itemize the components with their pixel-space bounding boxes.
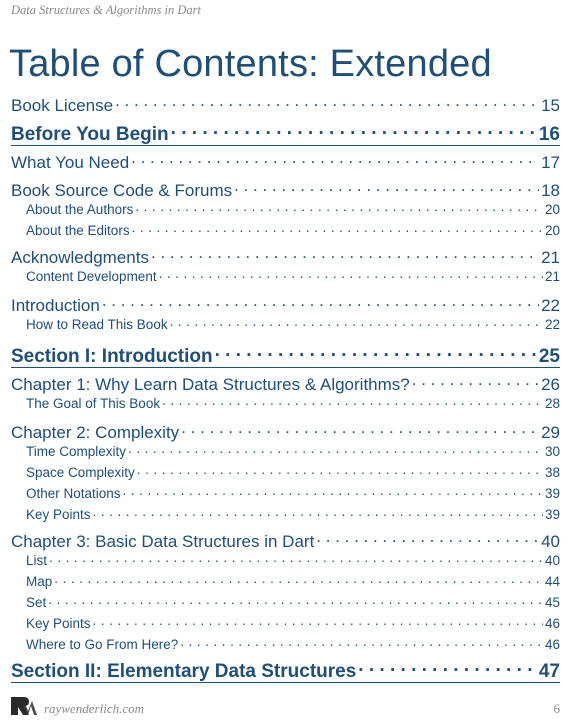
toc-entry-page: 22 [544,316,560,332]
toc-dot-leader [316,530,539,547]
toc-entry-label: List [26,552,48,568]
raywenderlich-logo-icon [11,697,37,715]
toc-entry-page: 16 [538,124,560,145]
section-underline [11,682,560,683]
toc-dot-leader [159,267,543,281]
toc-section-entry[interactable] [11,343,560,368]
toc-subentry[interactable] [26,635,560,652]
toc-subentry[interactable] [26,315,560,332]
toc-dot-leader [54,572,543,586]
toc-subentry[interactable] [26,572,560,589]
toc-entry-page: 17 [541,153,560,172]
toc-entry-page: 26 [541,375,560,394]
footer-site-name: raywenderlich.com [44,701,145,716]
toc-entry-page: 20 [544,201,560,217]
toc-entry-label: Key Points [26,615,91,631]
toc-dot-leader [358,658,537,677]
toc-entry-label: Space Complexity [26,464,135,480]
toc-entry-label: Section I: Introduction [11,346,213,367]
toc-dot-leader [48,593,543,607]
toc-dot-leader [412,373,539,390]
toc-dot-leader [93,614,543,628]
toc-entry-label: Chapter 1: Why Learn Data Structures & Algorithms? [11,375,410,394]
toc-entry-label: How to Read This Book [26,316,168,332]
toc-chapter-entry[interactable] [11,151,560,173]
toc-entry-page: 15 [541,96,560,115]
toc-entry-page: 44 [544,573,560,589]
toc-dot-leader [93,505,543,519]
toc-subentry[interactable] [26,614,560,631]
toc-subentry[interactable] [26,442,560,459]
toc-entry-label: Key Points [26,506,91,522]
toc-subentry[interactable] [26,200,560,217]
toc-chapter-entry[interactable] [11,94,560,116]
toc-entry-label: Where to Go From Here? [26,636,179,652]
toc-entry-label: Book Source Code & Forums [11,181,233,200]
toc-dot-leader [162,394,543,408]
toc-chapter-entry[interactable] [11,179,560,201]
toc-dot-leader [171,121,537,140]
toc-entry-page: 39 [544,485,560,501]
toc-subentry[interactable] [26,505,560,522]
toc-dot-leader [135,200,543,214]
toc-dot-leader [181,421,539,438]
toc-entry-label: Before You Begin [11,124,169,145]
toc-entry-page: 30 [544,443,560,459]
toc-entry-label: Section II: Elementary Data Structures [11,661,357,682]
toc-entry-page: 21 [541,248,560,267]
toc-entry-page: 21 [544,268,560,284]
toc-dot-leader [131,151,539,168]
toc-entry-page: 45 [544,594,560,610]
toc-entry-page: 29 [541,423,560,442]
toc-dot-leader [170,315,543,329]
toc-entry-label: About the Editors [26,222,130,238]
toc-entry-page: 40 [541,532,560,551]
toc-subentry[interactable] [26,394,560,411]
toc-subentry[interactable] [26,593,560,610]
toc-entry-page: 25 [538,346,560,367]
toc-dot-leader [132,221,543,235]
toc-entry-page: 46 [544,615,560,631]
toc-chapter-entry[interactable] [11,530,560,552]
toc-dot-leader [123,484,543,498]
running-header: Data Structures & Algorithms in Dart [11,3,201,17]
toc-dot-leader [151,246,539,263]
toc-dot-leader [128,442,543,456]
page-title: Table of Contents: Extended [9,43,492,85]
section-underline [11,367,560,368]
toc-entry-label: Time Complexity [26,443,127,459]
toc-entry-page: 47 [538,661,560,682]
toc-entry-page: 39 [544,506,560,522]
toc-entry-label: Set [26,594,47,610]
toc-entry-label: Chapter 2: Complexity [11,423,180,442]
toc-entry-label: Map [26,573,53,589]
toc-entry-page: 28 [544,395,560,411]
toc-chapter-entry[interactable] [11,373,560,395]
toc-entry-page: 46 [544,636,560,652]
toc-chapter-entry[interactable] [11,294,560,316]
toc-entry-label: About the Authors [26,201,134,217]
toc-entry-label: Introduction [11,296,100,315]
toc-dot-leader [234,179,539,196]
toc-entry-page: 38 [544,464,560,480]
toc-dot-leader [215,343,537,362]
toc-subentry[interactable] [26,463,560,480]
toc-entry-label: Book License [11,96,114,115]
toc-entry-page: 40 [544,552,560,568]
toc-dot-leader [102,294,539,311]
toc-section-entry[interactable] [11,658,560,683]
toc-dot-leader [115,94,539,111]
toc-entry-label: Content Development [26,268,157,284]
toc-entry-page: 18 [541,181,560,200]
footer-page-number: 6 [553,701,560,716]
section-underline [11,145,560,146]
toc-dot-leader [137,463,543,477]
toc-dot-leader [49,551,543,565]
toc-subentry[interactable] [26,267,560,284]
toc-entry-page: 20 [544,222,560,238]
toc-subentry[interactable] [26,551,560,568]
toc-entry-label: Acknowledgments [11,248,149,267]
toc-entry-label: Chapter 3: Basic Data Structures in Dart [11,532,315,551]
toc-subentry[interactable] [26,221,560,238]
toc-chapter-entry[interactable] [11,421,560,443]
toc-dot-leader [180,635,543,649]
toc-entry-label: The Goal of This Book [26,395,161,411]
toc-entry-label: Other Notations [26,485,121,501]
toc-section-entry[interactable] [11,121,560,146]
toc-chapter-entry[interactable] [11,246,560,268]
toc-subentry[interactable] [26,484,560,501]
toc-entry-page: 22 [541,296,560,315]
toc-entry-label: What You Need [11,153,130,172]
